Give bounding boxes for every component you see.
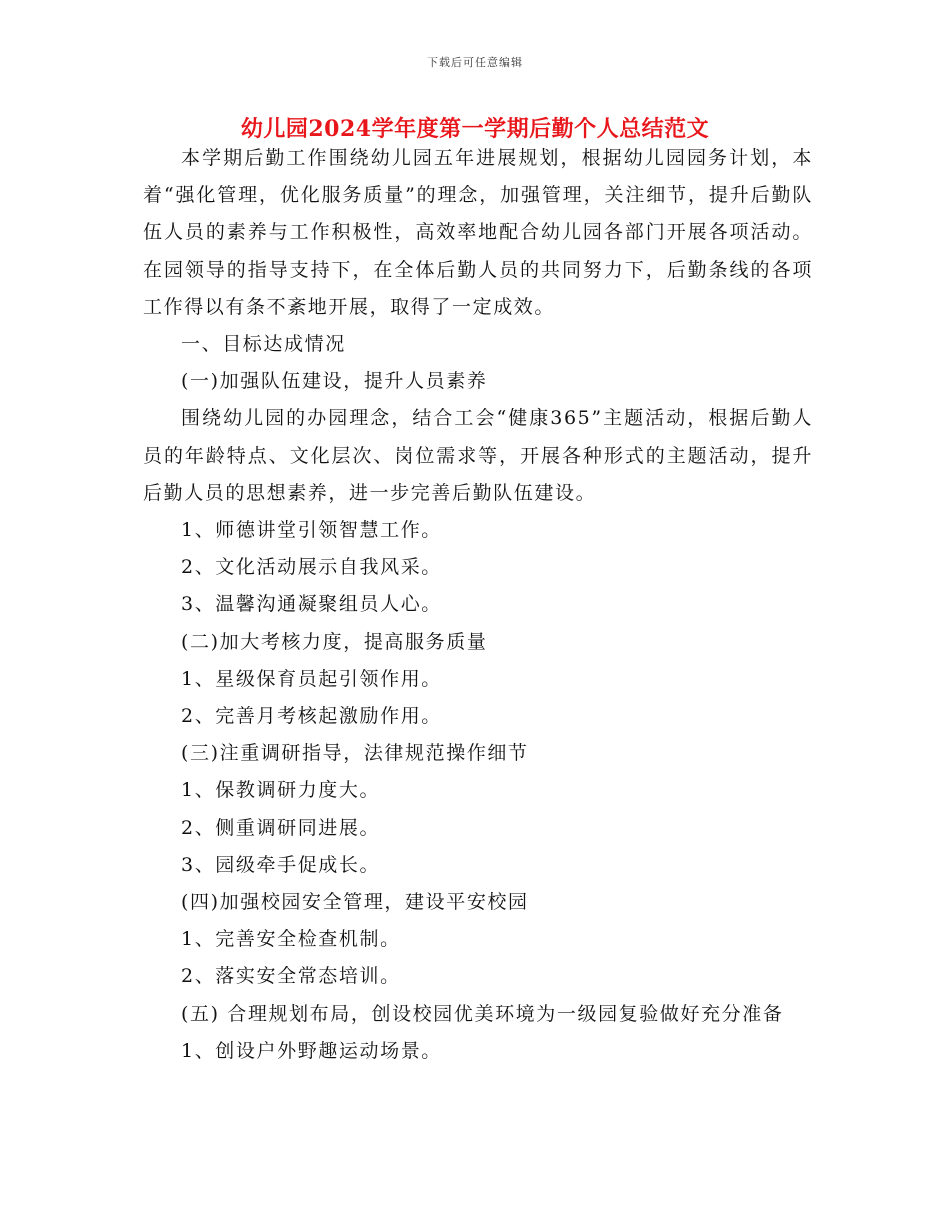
list-item: 2、侧重调研同进展。 — [181, 816, 381, 839]
subsection-heading: (二)加大考核力度，提高服务质量 — [181, 630, 488, 653]
paragraph-body: 围绕幼儿园的办园理念，结合工会“健康365”主题活动，根据后勤人员的年龄特点、文化层次、岗位需求等，开展各种形式的主题活动，提升后勤人员的思想素养，进一步完善后勤队伍建设。 — [143, 407, 813, 504]
list-item: 2、文化活动展示自我风采。 — [181, 556, 442, 579]
paragraph-intro: 本学期后勤工作围绕幼儿园五年进展规划，根据幼儿园园务计划，本着“强化管理，优化服务质量”的理念，加强管理，关注细节，提升后勤队伍人员的素养与工作积极性，高效率地配合幼儿园各部门开展各项活动。在园领导的指导支持下，在全体后勤人员的共同努力下，后勤条线的各项工作得以有条不紊地开展，取得了一定成效。 — [143, 147, 813, 318]
subsection-heading: (五) 合理规划布局，创设校园优美环境为一级园复验做好充分准备 — [181, 1002, 784, 1025]
list-item: 1、完善安全检查机制。 — [181, 928, 401, 951]
document-title: 幼儿园2024学年度第一学期后勤个人总结范文 — [240, 116, 710, 142]
list-item: 1、师德讲堂引领智慧工作。 — [181, 519, 442, 542]
subsection-heading: (一)加强队伍建设，提升人员素养 — [181, 370, 488, 393]
list-item: 1、星级保育员起引领作用。 — [181, 667, 442, 690]
section-heading: 一、目标达成情况 — [181, 333, 346, 356]
header-note: 下载后可任意编辑 — [427, 56, 523, 69]
list-item: 3、温馨沟通凝聚组员人心。 — [181, 593, 442, 616]
list-item: 1、创设户外野趣运动场景。 — [181, 1039, 442, 1062]
list-item: 2、落实安全常态培训。 — [181, 965, 401, 988]
subsection-heading: (三)注重调研指导，法律规范操作细节 — [181, 742, 529, 765]
document-body — [143, 140, 813, 1070]
list-item: 1、保教调研力度大。 — [181, 779, 381, 802]
list-item: 2、完善月考核起激励作用。 — [181, 705, 442, 728]
subsection-heading: (四)加强校园安全管理，建设平安校园 — [181, 891, 529, 914]
list-item: 3、园级牵手促成长。 — [181, 853, 381, 876]
